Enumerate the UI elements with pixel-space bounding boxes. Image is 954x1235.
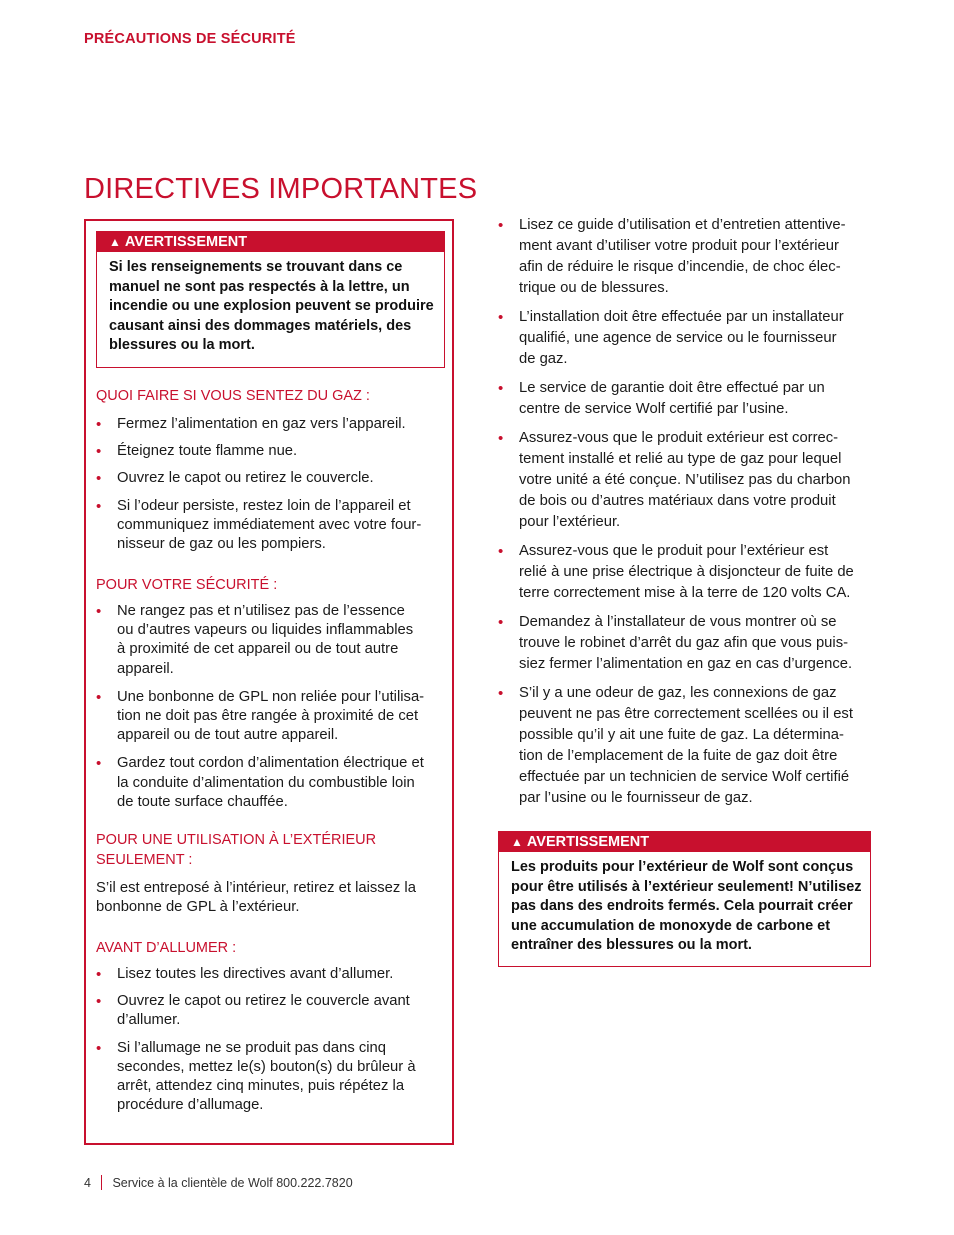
- warning-label: AVERTISSEMENT: [124, 234, 248, 250]
- list-item: • L’installation doit être effectuée par un installateur qualifié, une agence de service ou le fournisseur de gaz.: [498, 307, 878, 370]
- list-item: • Une bonbonne de GPL non reliée pour l’utilisa- tion ne doit pas être rangée à proximité de cet appareil ou de tout autre appareil.: [96, 688, 451, 746]
- list-item: • Si l’allumage ne se produit pas dans cinq secondes, mettez le(s) bouton(s) du brûleur à arrêt, attendez cinq minutes, puis répétez la procédure d’allumage.: [96, 1039, 451, 1116]
- list-item: • Assurez-vous que le produit pour l’extérieur est relié à une prise électrique à disjoncteur de fuite de terre correctement mise à la terre de 120 volts CA.: [498, 541, 878, 604]
- warning-line: manuel ne sont pas respectés à la lettre, un: [109, 278, 410, 295]
- warning-line: incendie ou une explosion peuvent se produire: [109, 298, 434, 315]
- section-heading-outdoor: POUR UNE UTILISATION À L’EXTÉRIEUR SEULEMENT :: [96, 832, 377, 868]
- warning-triangle-icon: ▲: [109, 235, 121, 249]
- warning-line: pas dans des endroits fermés. Cela pourrait créer: [511, 898, 853, 915]
- footer-divider: [101, 1175, 103, 1190]
- outdoor-text: S’il est entreposé à l’intérieur, retirez et laissez la bonbonne de GPL à l’extérieur.: [96, 880, 416, 916]
- list-item: • S’il y a une odeur de gaz, les connexions de gaz peuvent ne pas être correctement scellées ou il est possible qu’il y ait une fuite de gaz. La détermina- tion de l’emplacement de la fuite de gaz doit être effectuée par un technicien de service Wolf certifié par l’usine ou le fournisseur de gaz.: [498, 683, 878, 809]
- warning-line: causant ainsi des dommages matériels, des: [109, 317, 412, 334]
- warning-line: Si les renseignements se trouvant dans ce: [109, 259, 403, 275]
- section-label: PRÉCAUTIONS DE SÉCURITÉ: [84, 31, 296, 47]
- page-footer: [84, 1175, 353, 1190]
- warning-line: pour être utilisés à l’extérieur seulement! N’utilisez: [511, 878, 862, 895]
- warning-header: [97, 232, 444, 252]
- warning-line: blessures ou la mort.: [109, 337, 255, 354]
- warning-line: Les produits pour l’extérieur de Wolf sont conçus: [511, 859, 854, 875]
- warning-line: une accumulation de monoxyde de carbone et: [511, 917, 831, 934]
- warning-label: AVERTISSEMENT: [526, 834, 650, 850]
- page-number: 4: [84, 1176, 91, 1190]
- list-item: • Ne rangez pas et n’utilisez pas de l’essence ou d’autres vapeurs ou liquides inflammables à proximité de cet appareil ou de tout autre appareil.: [96, 602, 451, 679]
- safety-list: [96, 602, 451, 812]
- list-item: • Éteignez toute flamme nue.: [96, 442, 451, 461]
- warning-box-2: [498, 831, 871, 967]
- before-lighting-list: [96, 965, 451, 1115]
- section-heading-before-lighting: AVANT D’ALLUMER :: [96, 940, 237, 956]
- customer-service-text: Service à la clientèle de Wolf 800.222.7820: [112, 1176, 353, 1190]
- section-heading-safety: POUR VOTRE SÉCURITÉ :: [96, 577, 278, 593]
- page-title: DIRECTIVES IMPORTANTES: [84, 173, 478, 205]
- list-item: • Lisez toutes les directives avant d’allumer.: [96, 965, 451, 984]
- list-item: • Ouvrez le capot ou retirez le couvercle avant d’allumer.: [96, 992, 451, 1030]
- list-item: • Fermez l’alimentation en gaz vers l’appareil.: [96, 415, 451, 434]
- warning-text: [97, 252, 444, 356]
- list-item: • Assurez-vous que le produit extérieur est correc- tement installé et relié au type de gaz pour lequel votre unité a été conçue. N’utilisez pas du charbon de bois ou d’autres matériaux dans votre produit pour l’extérieur.: [498, 428, 878, 533]
- gas-smell-list: [96, 415, 451, 554]
- warning-header: [499, 832, 870, 852]
- list-item: • Lisez ce guide d’utilisation et d’entretien attentive- ment avant d’utiliser votre produit pour l’extérieur afin de réduire le risque d’incendie, de choc élec- trique ou de blessures.: [498, 215, 878, 299]
- warning-text: [499, 852, 870, 956]
- right-directives-list: [498, 215, 878, 809]
- warning-triangle-icon: ▲: [511, 835, 523, 849]
- list-item: • Ouvrez le capot ou retirez le couvercle.: [96, 469, 451, 488]
- warning-line: entraîner des blessures ou la mort.: [511, 937, 752, 954]
- list-item: • Demandez à l’installateur de vous montrer où se trouve le robinet d’arrêt du gaz afin que vous puis- siez fermer l’alimentation en gaz en cas d’urgence.: [498, 612, 878, 675]
- list-item: • Gardez tout cordon d’alimentation électrique et la conduite d’alimentation du combustible loin de toute surface chauffée.: [96, 754, 451, 812]
- warning-box-1: [96, 231, 445, 368]
- list-item: • Le service de garantie doit être effectué par un centre de service Wolf certifié par l’usine.: [498, 378, 878, 420]
- section-heading-gas-smell: QUOI FAIRE SI VOUS SENTEZ DU GAZ :: [96, 388, 370, 404]
- list-item: • Si l’odeur persiste, restez loin de l’appareil et communiquez immédiatement avec votre four- nisseur de gaz ou les pompiers.: [96, 497, 451, 555]
